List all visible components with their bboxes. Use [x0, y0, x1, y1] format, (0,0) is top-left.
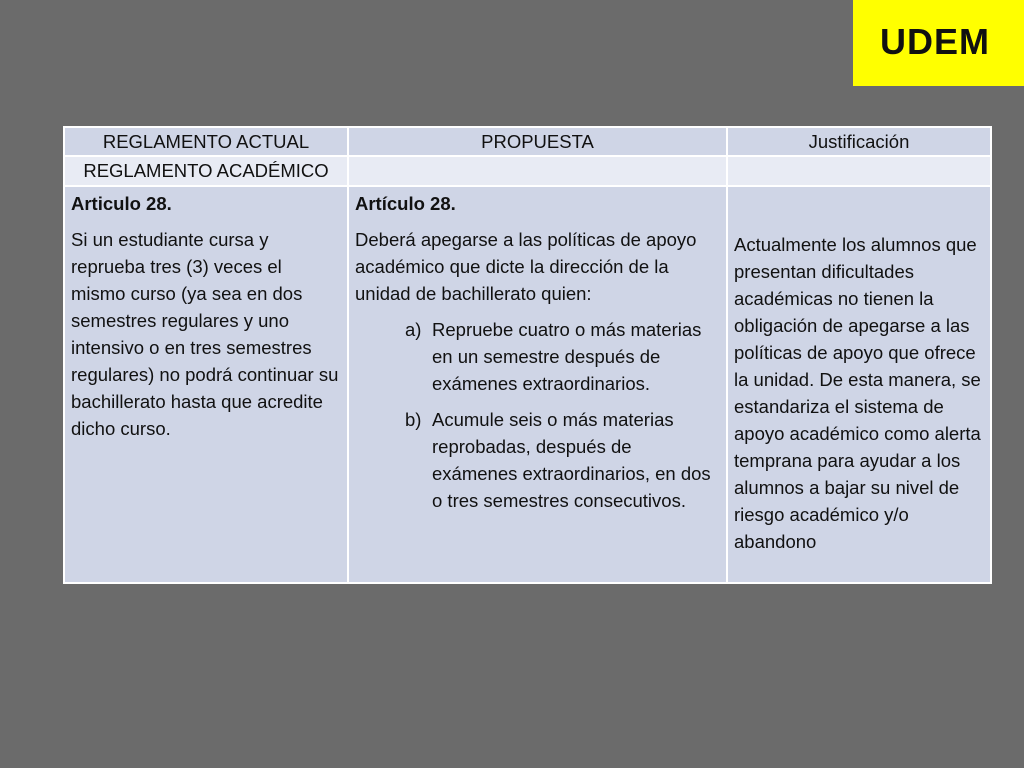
- current-article-text: Si un estudiante cursa y reprueba tres (3) veces el mismo curso (ya sea en dos semestres regulares y uno intensivo o en tres semestres regulares) no podrá continuar su bachillerato hasta que acredite dicho curso.: [71, 229, 339, 439]
- proposal-criteria-list: [405, 316, 720, 514]
- justification-cell: [727, 186, 991, 583]
- proposal-intro: Deberá apegarse a las políticas de apoyo académico que dicte la dirección de la unidad de bachillerato quien:: [355, 229, 697, 304]
- table-subheader-row: [64, 156, 991, 186]
- subheader-empty-proposal: [348, 156, 727, 186]
- list-item: [405, 316, 720, 397]
- regulation-comparison-table: [63, 126, 992, 584]
- list-item-text: Acumule seis o más materias reprobadas, después de exámenes extraordinarios, en dos o tres semestres consecutivos.: [432, 409, 711, 511]
- udem-logo-text: UDEM: [880, 21, 990, 62]
- table-row: [64, 186, 991, 583]
- list-item-text: Repruebe cuatro o más materias en un semestre después de exámenes extraordinarios.: [432, 319, 702, 394]
- list-item: [405, 406, 720, 514]
- current-article-title: Articulo 28.: [71, 193, 172, 214]
- subheader-empty-justification: [727, 156, 991, 186]
- proposal-cell: [348, 186, 727, 583]
- header-proposal: PROPUESTA: [348, 127, 727, 156]
- subheader-academic-regulation: REGLAMENTO ACADÉMICO: [64, 156, 348, 186]
- list-item-marker: a): [405, 319, 422, 340]
- proposal-article-title: Artículo 28.: [355, 193, 456, 214]
- table-header-row: [64, 127, 991, 156]
- header-current-regulation: REGLAMENTO ACTUAL: [64, 127, 348, 156]
- udem-logo: [853, 0, 1024, 86]
- header-justification: Justificación: [727, 127, 991, 156]
- list-item-marker: b): [405, 409, 422, 430]
- current-regulation-cell: [64, 186, 348, 583]
- justification-text: Actualmente los alumnos que presentan dificultades académicas no tienen la obligación de apegarse a las políticas de apoyo que ofrece la unidad. De esta manera, se estandariza el sistema de apoyo académico como alerta temprana para ayudar a los alumnos a bajar su nivel de riesgo académico y/o abandono: [734, 234, 981, 552]
